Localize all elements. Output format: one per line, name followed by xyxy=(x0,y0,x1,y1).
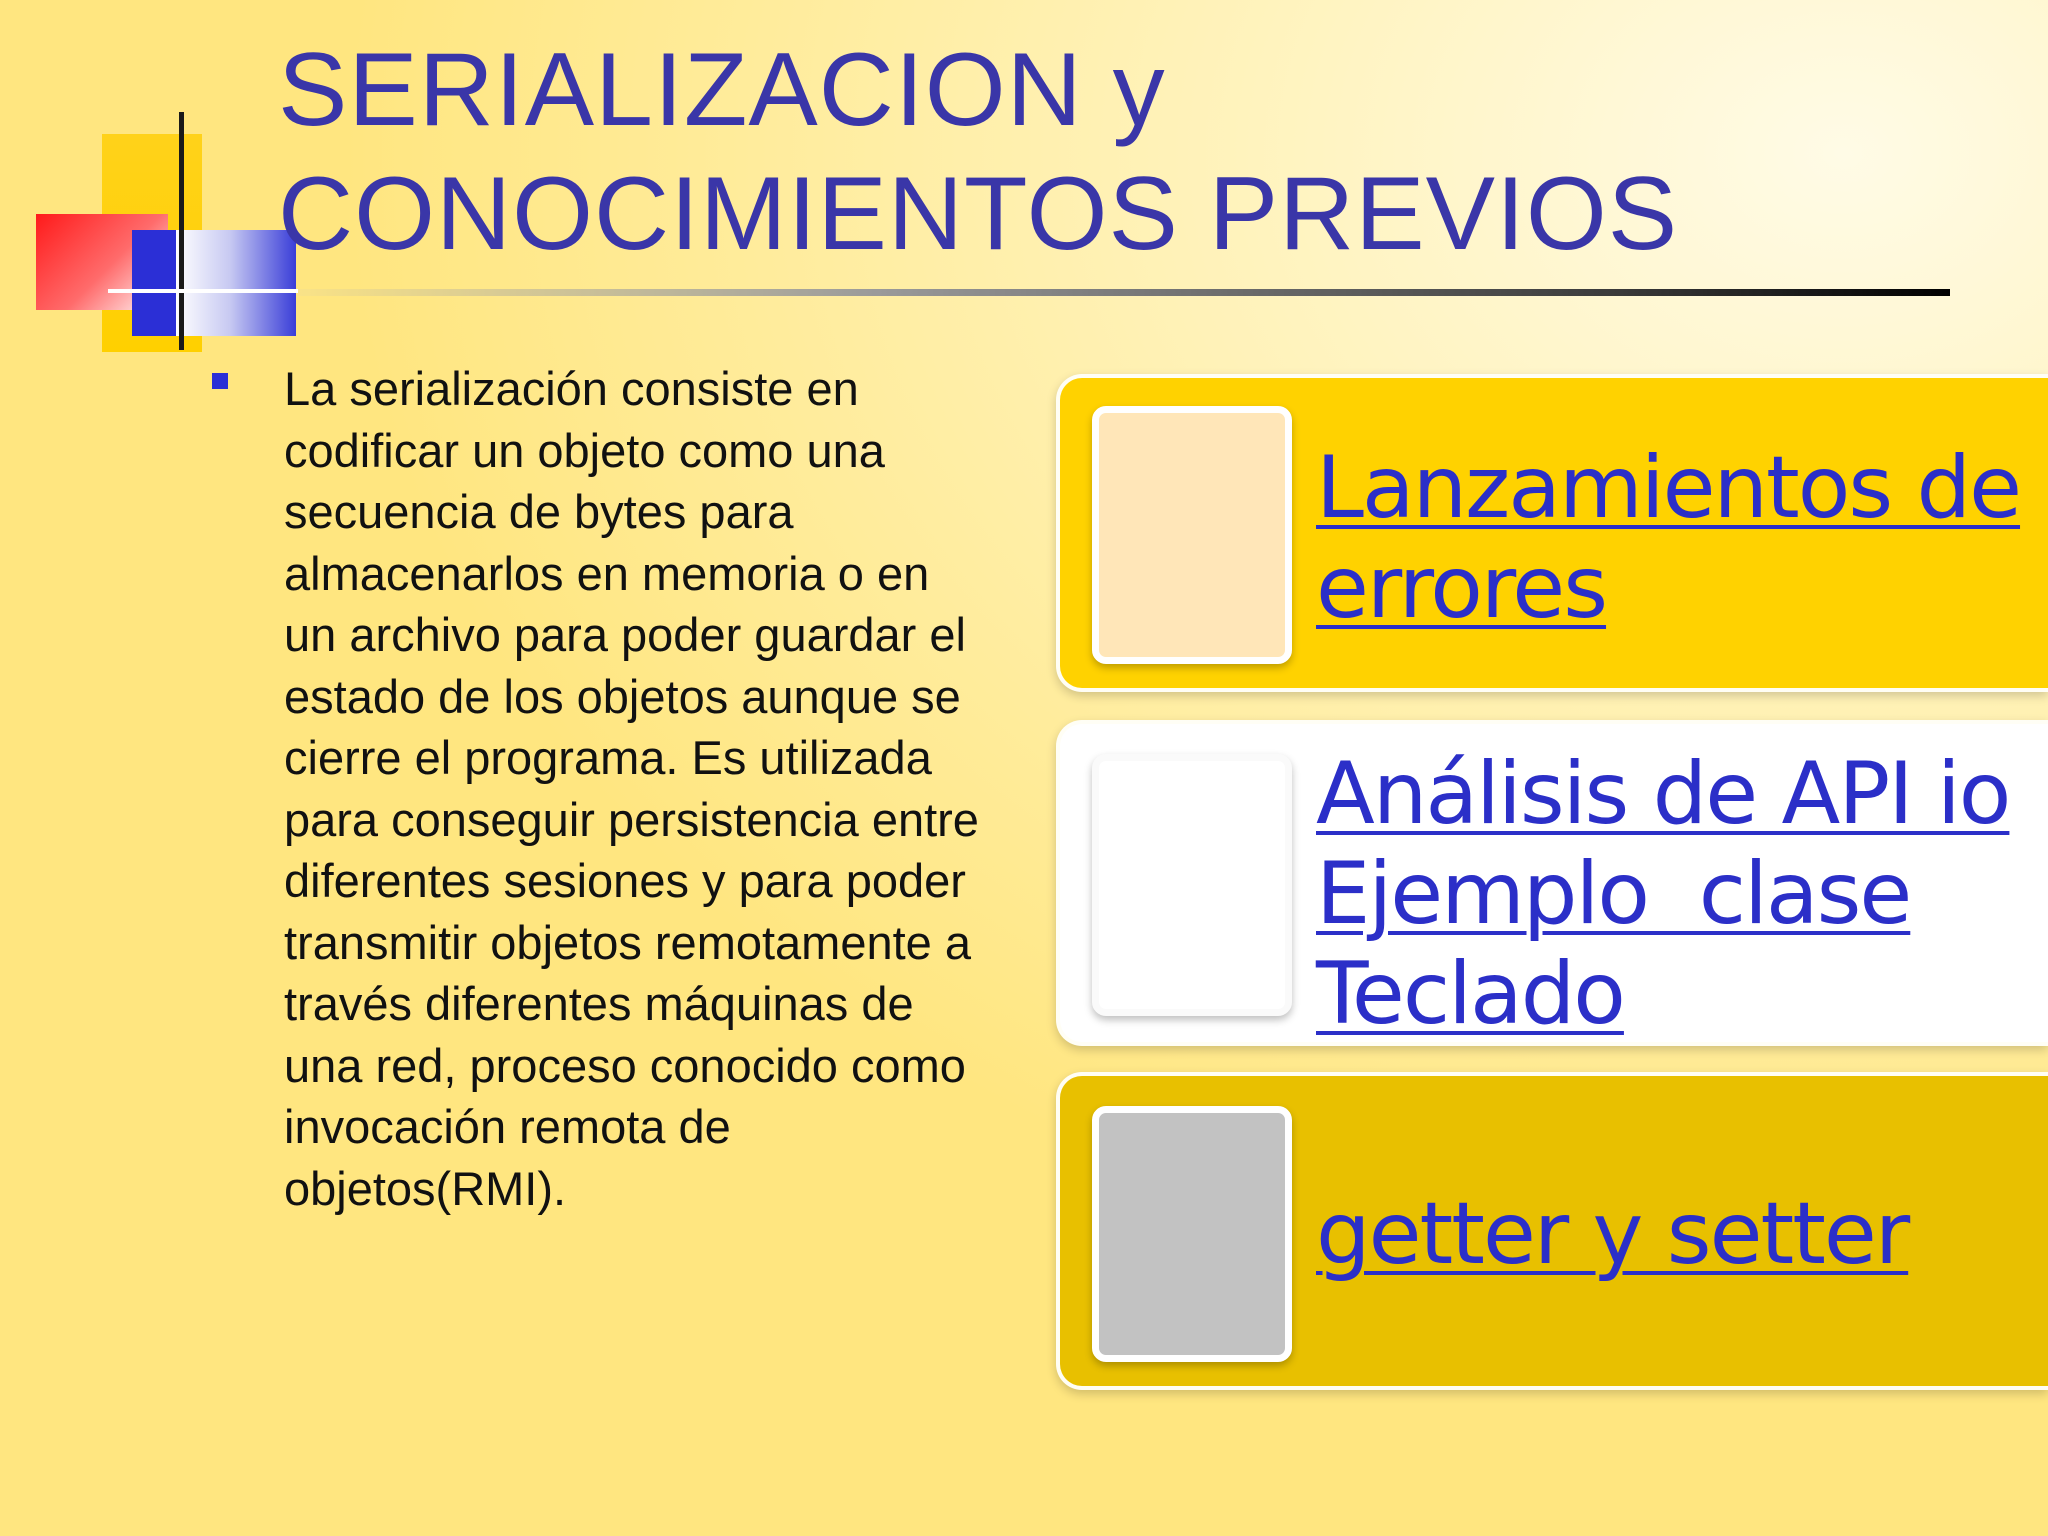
body-line: diferentes sesiones y para poder xyxy=(284,854,966,907)
body-line: objetos(RMI). xyxy=(284,1161,567,1215)
link-lanzamientos-de-errores[interactable] xyxy=(1316,438,2020,638)
slide-title xyxy=(278,28,1778,276)
slide-title-line: CONOCIMIENTOS PREVIOS xyxy=(278,156,1679,272)
title-underline-rule xyxy=(298,289,1950,296)
body-line: un archivo para poder guardar el xyxy=(284,608,966,661)
decorative-horizontal-line xyxy=(108,289,298,293)
link-line: errores xyxy=(1316,538,1607,638)
body-line: cierre el programa. Es utilizada xyxy=(284,731,932,784)
card-analisis-api-io xyxy=(1056,720,2048,1046)
body-line: través diferentes máquinas de xyxy=(284,977,914,1030)
card-thumbnail xyxy=(1092,754,1292,1016)
decorative-vertical-line xyxy=(179,112,184,350)
card-getter-y-setter xyxy=(1056,1072,2048,1390)
link-line: Lanzamientos de xyxy=(1316,438,2021,538)
card-lanzamientos-de-errores xyxy=(1056,374,2048,692)
slide-title-line: SERIALIZACION y xyxy=(278,32,1166,148)
link-line: Análisis de API io xyxy=(1316,744,2010,844)
body-line: para conseguir persistencia entre xyxy=(284,792,979,846)
link-line: getter y setter xyxy=(1316,1184,1909,1284)
link-analisis-api-io[interactable] xyxy=(1316,744,2009,1044)
body-line: La serialización consiste en xyxy=(284,362,859,415)
decorative-blue-bar xyxy=(132,230,176,336)
card-thumbnail xyxy=(1092,1106,1292,1362)
body-line: transmitir objetos remotamente a xyxy=(284,915,972,969)
body-line: una red, proceso conocido como xyxy=(284,1038,966,1092)
bullet-square-icon xyxy=(212,373,228,389)
body-line: codificar un objeto como una xyxy=(284,423,885,477)
body-line: invocación remota de xyxy=(284,1100,731,1153)
body-line: secuencia de bytes para xyxy=(284,485,794,538)
link-line: Teclado xyxy=(1316,944,1624,1044)
card-thumbnail xyxy=(1092,406,1292,664)
link-line: Ejemplo clase xyxy=(1316,844,1911,944)
body-line: almacenarlos en memoria o en xyxy=(284,546,930,600)
link-getter-y-setter[interactable] xyxy=(1316,1184,1908,1284)
body-paragraph xyxy=(284,358,1064,1219)
body-line: estado de los objetos aunque se xyxy=(284,669,961,723)
